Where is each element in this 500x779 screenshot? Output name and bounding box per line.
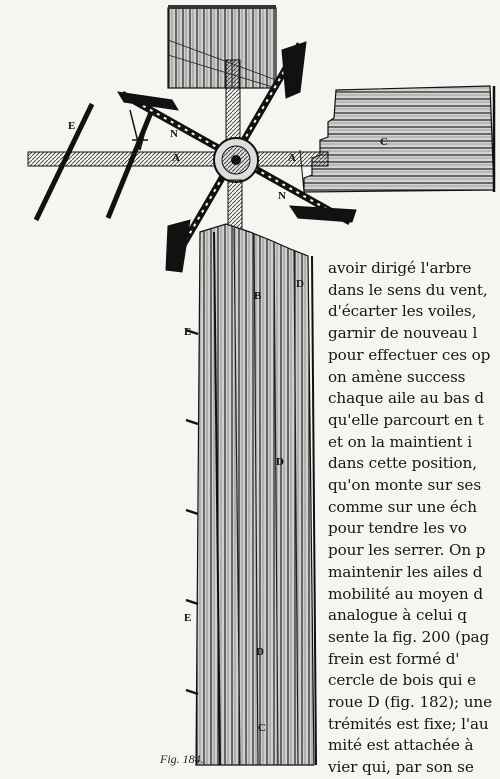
figure-caption: Fig. 184. xyxy=(160,752,204,766)
right-sail xyxy=(300,86,494,192)
text-line: pour les serrer. On p xyxy=(328,541,486,560)
text-line: cercle de bois qui e xyxy=(328,671,476,690)
lower-stock xyxy=(228,180,242,230)
text-line: analogue à celui q xyxy=(328,606,467,625)
text-line: mobilité au moyen d xyxy=(328,584,483,603)
label-a-right: A xyxy=(288,152,296,164)
top-sail xyxy=(168,5,276,88)
label-c-right: C xyxy=(380,136,388,148)
text-line: dans le sens du vent, xyxy=(328,280,488,299)
text-line: comme sur une éch xyxy=(328,497,477,516)
text-line: qu'on monte sur ses xyxy=(328,476,482,495)
text-line: maintenir les ailes d xyxy=(328,562,483,581)
body-text xyxy=(328,258,500,777)
label-e-left: E xyxy=(68,120,76,132)
text-line: garnir de nouveau l xyxy=(328,324,478,343)
hub xyxy=(214,138,258,182)
text-line: frein est formé d' xyxy=(328,649,460,668)
text-line: on amène success xyxy=(328,367,466,386)
text-line: d'écarter les voiles, xyxy=(328,302,477,321)
label-d-sail3: D xyxy=(256,646,264,658)
label-b-sail: B xyxy=(254,290,262,302)
text-line: vier qui, par son se xyxy=(328,758,474,777)
text-line: sente la fig. 200 (pag xyxy=(328,627,490,646)
label-a-left: A xyxy=(172,152,180,164)
text-line: pour tendre les vo xyxy=(328,519,467,538)
label-n-bottom: N xyxy=(278,190,286,202)
text-line: trémités est fixe; l'au xyxy=(328,714,489,733)
text-line: mité est attachée à xyxy=(328,736,474,755)
text-line: chaque aile au bas d xyxy=(328,389,485,408)
text-line: roue D (fig. 182); une xyxy=(328,693,492,712)
text-line: pour effectuer ces op xyxy=(328,345,491,364)
label-c-sail: C xyxy=(258,722,266,734)
bottom-sail xyxy=(186,224,316,765)
text-line: dans cette position, xyxy=(328,454,477,473)
text-line: et on la maintient i xyxy=(328,432,473,451)
label-e-sail2: E xyxy=(184,612,192,624)
label-n-top: N xyxy=(170,128,178,140)
text-line: avoir dirigé l'arbre xyxy=(328,259,472,277)
label-d-sail2: D xyxy=(276,456,284,468)
label-e-sail1: E xyxy=(184,326,192,338)
label-d-sail1: D xyxy=(296,278,304,290)
text-line: qu'elle parcourt en t xyxy=(328,410,484,429)
